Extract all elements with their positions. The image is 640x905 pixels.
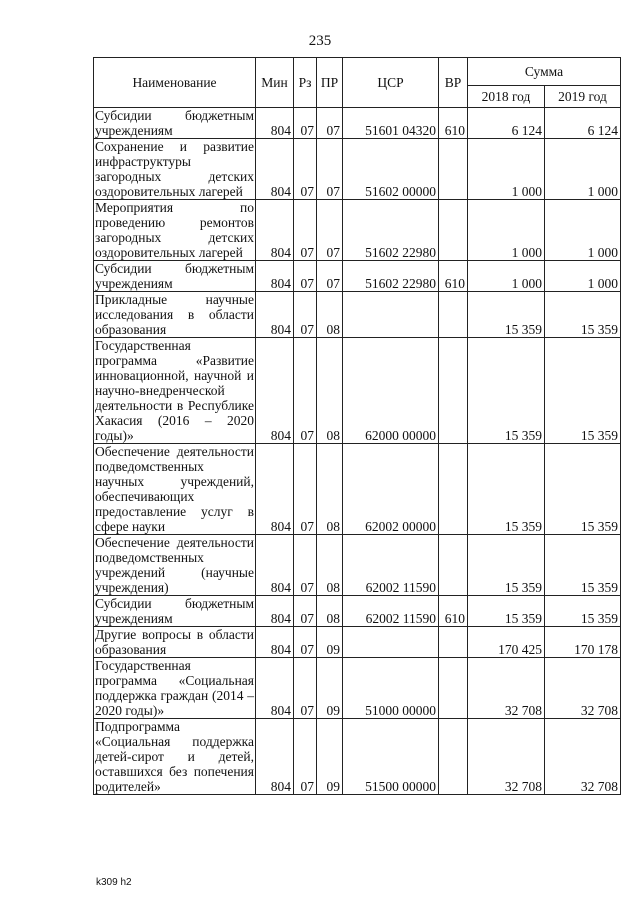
row-2019: 15 359 bbox=[545, 535, 621, 596]
row-min: 804 bbox=[256, 627, 294, 658]
row-rz: 07 bbox=[294, 108, 317, 139]
row-2019: 1 000 bbox=[545, 261, 621, 292]
row-min: 804 bbox=[256, 338, 294, 444]
row-csr: 51602 22980 bbox=[343, 200, 439, 261]
row-rz: 07 bbox=[294, 627, 317, 658]
table-row bbox=[94, 719, 621, 795]
table-row bbox=[94, 292, 621, 338]
row-rz: 07 bbox=[294, 596, 317, 627]
row-csr bbox=[343, 292, 439, 338]
row-2018: 32 708 bbox=[468, 658, 545, 719]
row-csr: 62000 00000 bbox=[343, 338, 439, 444]
row-csr: 51602 22980 bbox=[343, 261, 439, 292]
row-min: 804 bbox=[256, 658, 294, 719]
table-row bbox=[94, 535, 621, 596]
row-name: Субсидии бюджетным учреждениям bbox=[95, 596, 254, 626]
row-pr: 09 bbox=[317, 627, 343, 658]
row-name: Обеспечение деятельности подведомственных научных учреждений, обеспечивающих предоставление услуг в сфере науки bbox=[95, 444, 254, 534]
row-rz: 07 bbox=[294, 719, 317, 795]
row-pr: 08 bbox=[317, 292, 343, 338]
row-2019: 15 359 bbox=[545, 338, 621, 444]
budget-table bbox=[93, 57, 621, 795]
row-vr bbox=[439, 139, 468, 200]
row-vr bbox=[439, 658, 468, 719]
header-sum: Сумма bbox=[468, 58, 621, 86]
row-name: Мероприятия по проведению ремонтов загородных детских оздоровительных лагерей bbox=[95, 200, 254, 260]
table-row bbox=[94, 658, 621, 719]
row-min: 804 bbox=[256, 108, 294, 139]
row-2019: 6 124 bbox=[545, 108, 621, 139]
row-csr bbox=[343, 627, 439, 658]
table-row bbox=[94, 338, 621, 444]
header-2018: 2018 год bbox=[468, 86, 545, 108]
row-rz: 07 bbox=[294, 444, 317, 535]
table-row bbox=[94, 627, 621, 658]
row-vr bbox=[439, 200, 468, 261]
row-name: Сохранение и развитие инфраструктуры загородных детских оздоровительных лагерей bbox=[95, 139, 254, 199]
row-min: 804 bbox=[256, 292, 294, 338]
table-row bbox=[94, 108, 621, 139]
row-name: Другие вопросы в области образования bbox=[95, 627, 254, 657]
row-2018: 15 359 bbox=[468, 338, 545, 444]
table-row bbox=[94, 139, 621, 200]
row-vr bbox=[439, 338, 468, 444]
header-csr: ЦСР bbox=[343, 58, 439, 108]
row-2019: 15 359 bbox=[545, 596, 621, 627]
row-2019: 15 359 bbox=[545, 292, 621, 338]
row-csr: 51601 04320 bbox=[343, 108, 439, 139]
row-name: Подпрограмма «Социальная поддержка детей-сирот и детей, оставшихся без попечения родителей» bbox=[95, 719, 254, 794]
row-pr: 08 bbox=[317, 535, 343, 596]
row-pr: 09 bbox=[317, 719, 343, 795]
header-min: Мин bbox=[256, 58, 294, 108]
row-min: 804 bbox=[256, 444, 294, 535]
row-2018: 15 359 bbox=[468, 596, 545, 627]
row-rz: 07 bbox=[294, 261, 317, 292]
row-name: Государственная программа «Развитие инновационной, научной и научно-внедренческой деятельности в Республике Хакасия (2016 – 2020 годы)» bbox=[95, 338, 254, 443]
row-pr: 09 bbox=[317, 658, 343, 719]
header-2019: 2019 год bbox=[545, 86, 621, 108]
row-vr bbox=[439, 719, 468, 795]
row-csr: 51500 00000 bbox=[343, 719, 439, 795]
row-rz: 07 bbox=[294, 292, 317, 338]
row-name: Субсидии бюджетным учреждениям bbox=[95, 261, 254, 291]
row-pr: 08 bbox=[317, 444, 343, 535]
row-pr: 07 bbox=[317, 261, 343, 292]
table-row bbox=[94, 596, 621, 627]
row-vr: 610 bbox=[439, 261, 468, 292]
row-2018: 6 124 bbox=[468, 108, 545, 139]
row-2019: 170 178 bbox=[545, 627, 621, 658]
row-2018: 32 708 bbox=[468, 719, 545, 795]
row-csr: 51602 00000 bbox=[343, 139, 439, 200]
row-2019: 15 359 bbox=[545, 444, 621, 535]
row-2018: 1 000 bbox=[468, 139, 545, 200]
row-vr bbox=[439, 535, 468, 596]
row-pr: 08 bbox=[317, 596, 343, 627]
header-name: Наименование bbox=[94, 58, 256, 108]
row-csr: 51000 00000 bbox=[343, 658, 439, 719]
header-pr: ПР bbox=[317, 58, 343, 108]
page-number: 235 bbox=[308, 33, 332, 49]
row-2018: 15 359 bbox=[468, 444, 545, 535]
row-csr: 62002 11590 bbox=[343, 535, 439, 596]
row-rz: 07 bbox=[294, 338, 317, 444]
row-name: Прикладные научные исследования в области образования bbox=[95, 292, 254, 337]
row-pr: 07 bbox=[317, 108, 343, 139]
footer-code: k309 h2 bbox=[96, 877, 132, 888]
row-min: 804 bbox=[256, 200, 294, 261]
table-row bbox=[94, 444, 621, 535]
row-vr: 610 bbox=[439, 596, 468, 627]
row-pr: 07 bbox=[317, 200, 343, 261]
row-min: 804 bbox=[256, 139, 294, 200]
table-row bbox=[94, 261, 621, 292]
row-min: 804 bbox=[256, 535, 294, 596]
row-rz: 07 bbox=[294, 535, 317, 596]
row-2018: 1 000 bbox=[468, 261, 545, 292]
row-csr: 62002 00000 bbox=[343, 444, 439, 535]
row-2018: 1 000 bbox=[468, 200, 545, 261]
row-2018: 15 359 bbox=[468, 292, 545, 338]
row-name: Субсидии бюджетным учреждениям bbox=[95, 108, 254, 138]
row-min: 804 bbox=[256, 596, 294, 627]
row-pr: 07 bbox=[317, 139, 343, 200]
row-rz: 07 bbox=[294, 200, 317, 261]
row-2018: 15 359 bbox=[468, 535, 545, 596]
row-min: 804 bbox=[256, 261, 294, 292]
header-vr: ВР bbox=[439, 58, 468, 108]
row-2019: 32 708 bbox=[545, 719, 621, 795]
row-rz: 07 bbox=[294, 139, 317, 200]
header-rz: Рз bbox=[294, 58, 317, 108]
table-row bbox=[94, 200, 621, 261]
row-name: Обеспечение деятельности подведомственных учреждений (научные учреждения) bbox=[95, 535, 254, 595]
row-vr bbox=[439, 627, 468, 658]
row-2018: 170 425 bbox=[468, 627, 545, 658]
row-vr bbox=[439, 444, 468, 535]
row-rz: 07 bbox=[294, 658, 317, 719]
row-min: 804 bbox=[256, 719, 294, 795]
row-name: Государственная программа «Социальная поддержка граждан (2014 – 2020 годы)» bbox=[95, 658, 254, 718]
row-2019: 1 000 bbox=[545, 200, 621, 261]
row-2019: 32 708 bbox=[545, 658, 621, 719]
row-csr: 62002 11590 bbox=[343, 596, 439, 627]
row-2019: 1 000 bbox=[545, 139, 621, 200]
row-vr bbox=[439, 292, 468, 338]
row-pr: 08 bbox=[317, 338, 343, 444]
row-vr: 610 bbox=[439, 108, 468, 139]
